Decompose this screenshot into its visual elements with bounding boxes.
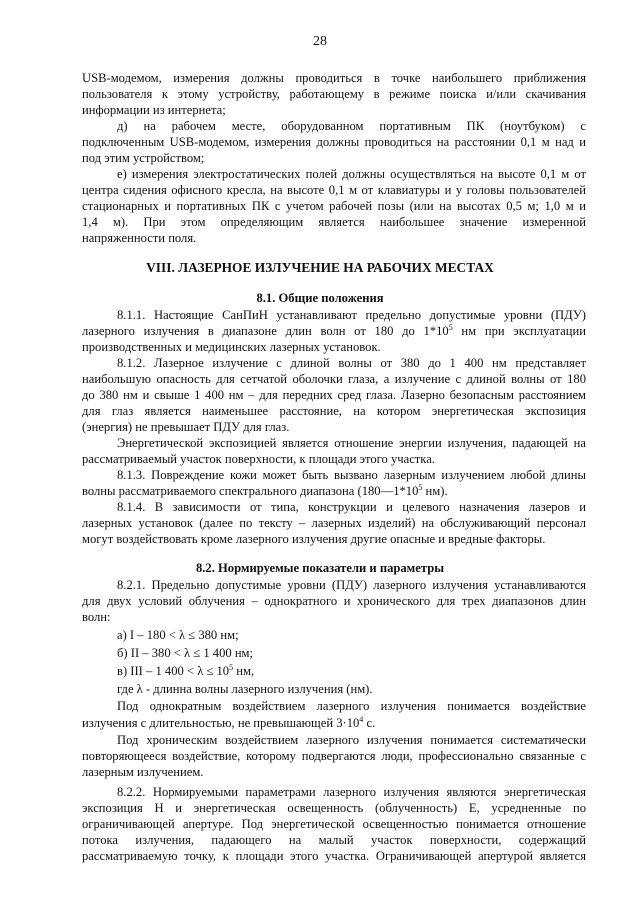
section-heading: VIII. ЛАЗЕРНОЕ ИЗЛУЧЕНИЕ НА РАБОЧИХ МЕСТАХ	[146, 260, 494, 275]
text-line: производственных и медицинских лазерных установок.	[82, 340, 381, 354]
text-line: центра сидения офисного кресла, на высоте 0,1 м от клавиатуры и у головы пользователей	[82, 183, 586, 197]
text-line: потока излучения, падающего на малый участок поверхности, содержащий	[82, 833, 586, 847]
text-line: пользователя к этому устройству, работающему в режиме поиска и/или скачивания	[82, 87, 586, 101]
text-line: напряженности поля.	[82, 231, 197, 245]
text-line: под этим устройством;	[82, 151, 205, 165]
text-line: 8.2.2. Нормируемыми параметрами лазерного излучения являются энергетическая	[117, 785, 586, 799]
text-line: 1,4 м). При этом определяющим является наибольшее значение измеренной	[82, 215, 586, 229]
text-line: до 380 нм и свыше 1 400 нм – для передних сред глаза. Лазерно безопасным расстоянием	[82, 388, 586, 402]
text-line: 8.2.1. Предельно допустимые уровни (ПДУ) лазерного излучения устанавливаются	[117, 578, 586, 592]
text-line: Энергетической экспозицией является отношение энергии излучения, падающей на	[117, 436, 586, 450]
text-line: ограничивающей апертуре. Под энергетической освещенностью понимается отношение	[82, 817, 586, 831]
text-line: для глаз является наименьшее расстояние, на котором энергетическая экспозиция	[82, 404, 586, 418]
text-line: лазерным излучением.	[82, 765, 204, 779]
text-line: наибольшую опасность для сетчатой оболочки глаза, а излучение с длиной волны от 180	[82, 372, 586, 386]
text-line: стационарных и портативных ПК с учетом рабочей позы (или на высотах 0,5 м; 1,0 м и	[82, 199, 586, 213]
list-item: а) I – 180 < λ ≤ 380 нм;	[117, 628, 239, 642]
text-line: (энергия) не превышает ПДУ для глаз.	[82, 420, 290, 434]
text-line: 8.1.3. Повреждение кожи может быть вызвано лазерным излучением любой длины	[117, 468, 586, 482]
text-line: лазерного излучения в диапазоне длин волн от 180 до $1*10^5$ нм при эксплуатации	[82, 322, 586, 338]
text-line: д) на рабочем месте, оборудованном портативным ПК (ноутбуком) с	[117, 119, 586, 133]
list-item: в) III – 1 $400 < \lambda \le 10^5$ нм,	[117, 662, 255, 678]
text-line: подключенным USB-модемом, измерения должны проводиться на расстоянии 0,1 м над и	[82, 135, 586, 149]
text-line: для двух условий облучения – однократного и хронического для трех диапазонов длин	[82, 594, 586, 608]
text-line: Под хроническим воздействием лазерного излучения понимается систематически	[117, 733, 586, 747]
list-item: б) II – 380 < λ ≤ 1 400 нм;	[117, 646, 254, 660]
text-line: рассматриваемый участок поверхности, к площади этого участка.	[82, 452, 435, 466]
text-line: 8.1.1. Настоящие СанПиН устанавливают предельно допустимые уровни (ПДУ)	[117, 308, 586, 322]
text-line: излучения с длительностью, не превышающей $3\cdot 10^4$ с.	[82, 714, 376, 730]
text-line: волны рассматриваемого спектрального диапазона ($180—1*10^5$ нм).	[82, 482, 448, 498]
subsection-heading: 8.2. Нормируемые показатели и параметры	[195, 561, 445, 575]
text-line: рассматриваемую точку, к площади этого участка. Ограничивающей апертурой является	[82, 849, 586, 863]
text-line: информации из интернета;	[82, 103, 226, 117]
text-line: е) измерения электростатических полей должны осуществляться на высоте 0,1 м от	[117, 167, 586, 181]
text-line: где λ - длинна волны лазерного излучения (нм).	[117, 682, 373, 696]
text-line: 8.1.2. Лазерное излучение с длиной волны от 380 до 1 400 нм представляет	[117, 356, 586, 370]
text-line: лазерных установок (далее по тексту – лазерных изделий) на обслуживающий персонал	[82, 516, 586, 530]
page-number: 28	[313, 34, 327, 49]
text-line: экспозиция H и энергетическая освещенность (облученность) E, усредненные по	[82, 801, 586, 815]
text-line: USB-модемом, измерения должны проводиться в точке наибольшего приближения	[82, 71, 586, 85]
subsection-heading: 8.1. Общие положения	[256, 291, 384, 305]
text-line: повторяющееся воздействие, которому подвергаются люди, профессионально связанные с	[82, 749, 586, 763]
text-line: Под однократным воздействием лазерного излучения понимается воздействие	[117, 699, 586, 713]
text-line: волн:	[82, 610, 111, 624]
text-line: могут воздействовать кроме лазерного излучения другие опасные и вредные факторы.	[82, 532, 546, 546]
text-line: 8.1.4. В зависимости от типа, конструкции и целевого назначения лазеров и	[117, 500, 586, 514]
